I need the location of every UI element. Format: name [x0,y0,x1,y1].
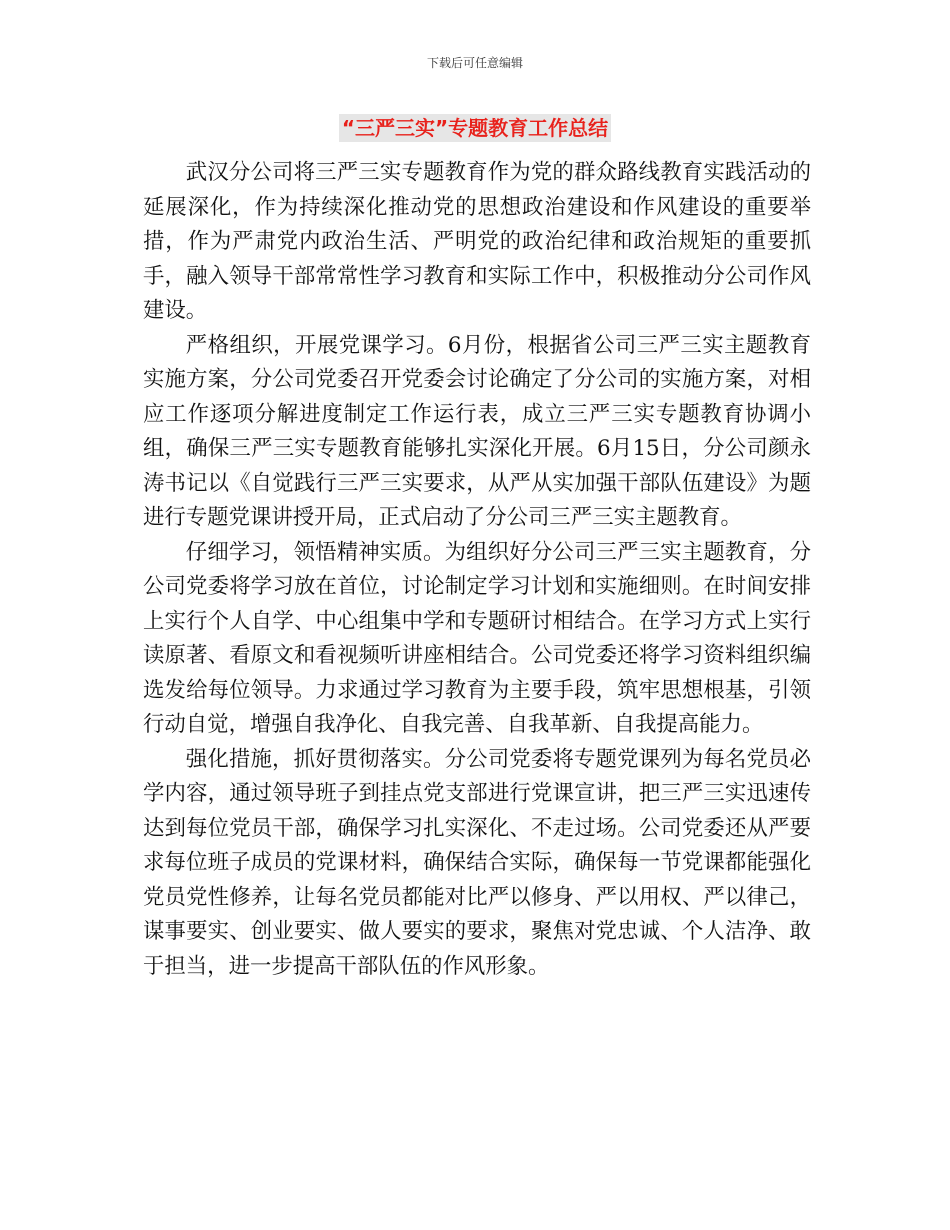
title-container [0,114,950,142]
page-header: 下载后可任意编辑 [426,56,523,70]
paragraph-intro: 武汉分公司将三严三实专题教育作为党的群众路线教育实践活动的延展深化，作为持续深化推动党的思想政治建设和作风建设的重要举措，作为严肃党内政治生活、严明党的政治纪律和政治规矩的重要抓手，融入领导干部常常性学习教育和实际工作中，积极推动分公司作风建设。 [143,160,811,323]
paragraph-organization: 严格组织，开展党课学习。6月份，根据省公司三严三实主题教育实施方案，分公司党委召开党委会讨论确定了分公司的实施方案，对相应工作逐项分解进度制定工作运行表，成立三严三实专题教育协调小组，确保三严三实专题教育能够扎实深化开展。6月15日，分公司颜永涛书记以《自觉践行三严三实要求，从严从实加强干部队伍建设》为题进行专题党课讲授开局，正式启动了分公司三严三实主题教育。 [143,332,811,530]
document-title: “三严三实”专题教育工作总结 [339,114,611,142]
document-body [143,156,811,984]
paragraph-study: 仔细学习，领悟精神实质。为组织好分公司三严三实主题教育，分公司党委将学习放在首位，讨论制定学习计划和实施细则。在时间安排上实行个人自学、中心组集中学和专题研讨相结合。在学习方式上实行读原著、看原文和看视频听讲座相结合。公司党委还将学习资料组织编选发给每位领导。力求通过学习教育为主要手段，筑牢思想根基，引领行动自觉，增强自我净化、自我完善、自我革新、自我提高能力。 [143,539,811,737]
paragraph-measures: 强化措施，抓好贯彻落实。分公司党委将专题党课列为每名党员必学内容，通过领导班子到挂点党支部进行党课宣讲，把三严三实迅速传达到每位党员干部，确保学习扎实深化、不走过场。公司党委还从严要求每位班子成员的党课材料，确保结合实际，确保每一节党课都能强化党员党性修养，让每名党员都能对比严以修身、严以用权、严以律己，谋事要实、创业要实、做人要实的要求，聚焦对党忠诚、个人洁净、敢于担当，进一步提高干部队伍的作风形象。 [143,746,811,979]
